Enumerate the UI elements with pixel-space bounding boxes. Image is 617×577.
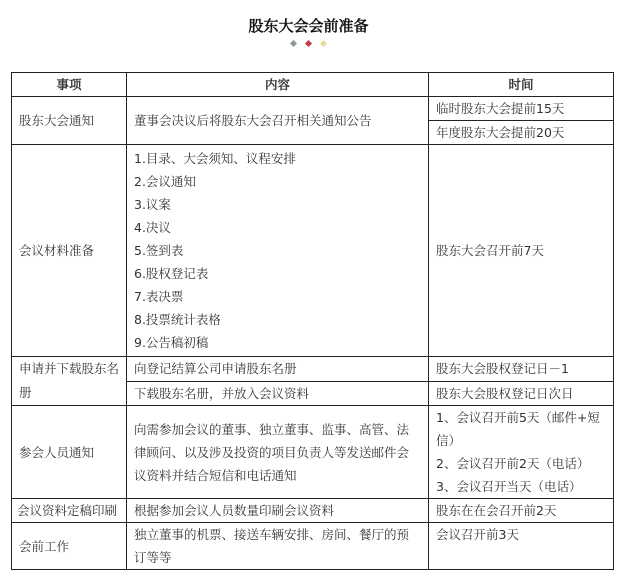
list-item: 5.签到表 [134, 243, 184, 258]
dot-icon [305, 40, 312, 47]
item-cell: 会议资料定稿印刷 [12, 499, 127, 523]
table-row [12, 97, 614, 121]
content-cell: 根据参加会议人员数量印刷会议资料 [127, 499, 429, 523]
content-cell: 独立董事的机票、接送车辆安排、房间、餐厅的预订等等 [127, 523, 429, 570]
page-title: 股东大会会前准备 [248, 17, 369, 35]
dot-icon [320, 40, 327, 47]
item-cell: 申请并下载股东名 册 [12, 357, 127, 406]
list-item: 1、会议召开前5天（邮件+短信） [436, 410, 600, 448]
list-item: 1.目录、大会须知、议程安排 [134, 151, 296, 166]
dot-icon [290, 40, 297, 47]
preparation-table [11, 72, 614, 570]
list-item: 4.决议 [134, 220, 171, 235]
table-row [12, 406, 614, 499]
header-content: 内容 [127, 73, 429, 97]
list-item: 6.股权登记表 [134, 266, 209, 281]
time-cell: 股东大会股权登记日－1 [429, 357, 614, 382]
item-cell: 会前工作 [12, 523, 127, 570]
list-item: 7.表决票 [134, 289, 184, 304]
list-item: 2、会议召开前2天（电话） [436, 456, 590, 471]
content-cell: 向需参加会议的董事、独立董事、监事、高管、法律顾问、以及涉及投资的项目负责人等发送邮件会议资料并结合短信和电话通知 [127, 406, 429, 499]
item-cell: 会议材料准备 [12, 145, 127, 357]
decorative-dots [0, 41, 617, 46]
table-row [12, 499, 614, 523]
list-item: 3.议案 [134, 197, 171, 212]
time-cell: 年度股东大会提前20天 [429, 121, 614, 145]
content-cell [127, 145, 429, 357]
time-cell: 股东大会召开前7天 [429, 145, 614, 357]
table-row [12, 145, 614, 357]
list-item: 9.公告稿初稿 [134, 335, 209, 350]
table-row [12, 357, 614, 382]
content-cell: 向登记结算公司申请股东名册 [127, 357, 429, 382]
time-cell: 临时股东大会提前15天 [429, 97, 614, 121]
list-item: 2.会议通知 [134, 174, 196, 189]
list-item: 8.投票统计表格 [134, 312, 221, 327]
time-cell: 股东大会股权登记日次日 [429, 381, 614, 406]
header-item: 事项 [12, 73, 127, 97]
list-item: 3、会议召开当天（电话） [436, 479, 582, 494]
time-cell: 会议召开前3天 [429, 523, 614, 570]
content-cell: 下载股东名册，并放入会议资料 [127, 381, 429, 406]
time-cell [429, 406, 614, 499]
item-cell: 参会人员通知 [12, 406, 127, 499]
header-row [12, 73, 614, 97]
content-cell: 董事会决议后将股东大会召开相关通知公告 [127, 97, 429, 145]
table-row [12, 523, 614, 570]
item-cell: 股东大会通知 [12, 97, 127, 145]
time-cell: 股东在在会召开前2天 [429, 499, 614, 523]
header-time: 时间 [429, 73, 614, 97]
